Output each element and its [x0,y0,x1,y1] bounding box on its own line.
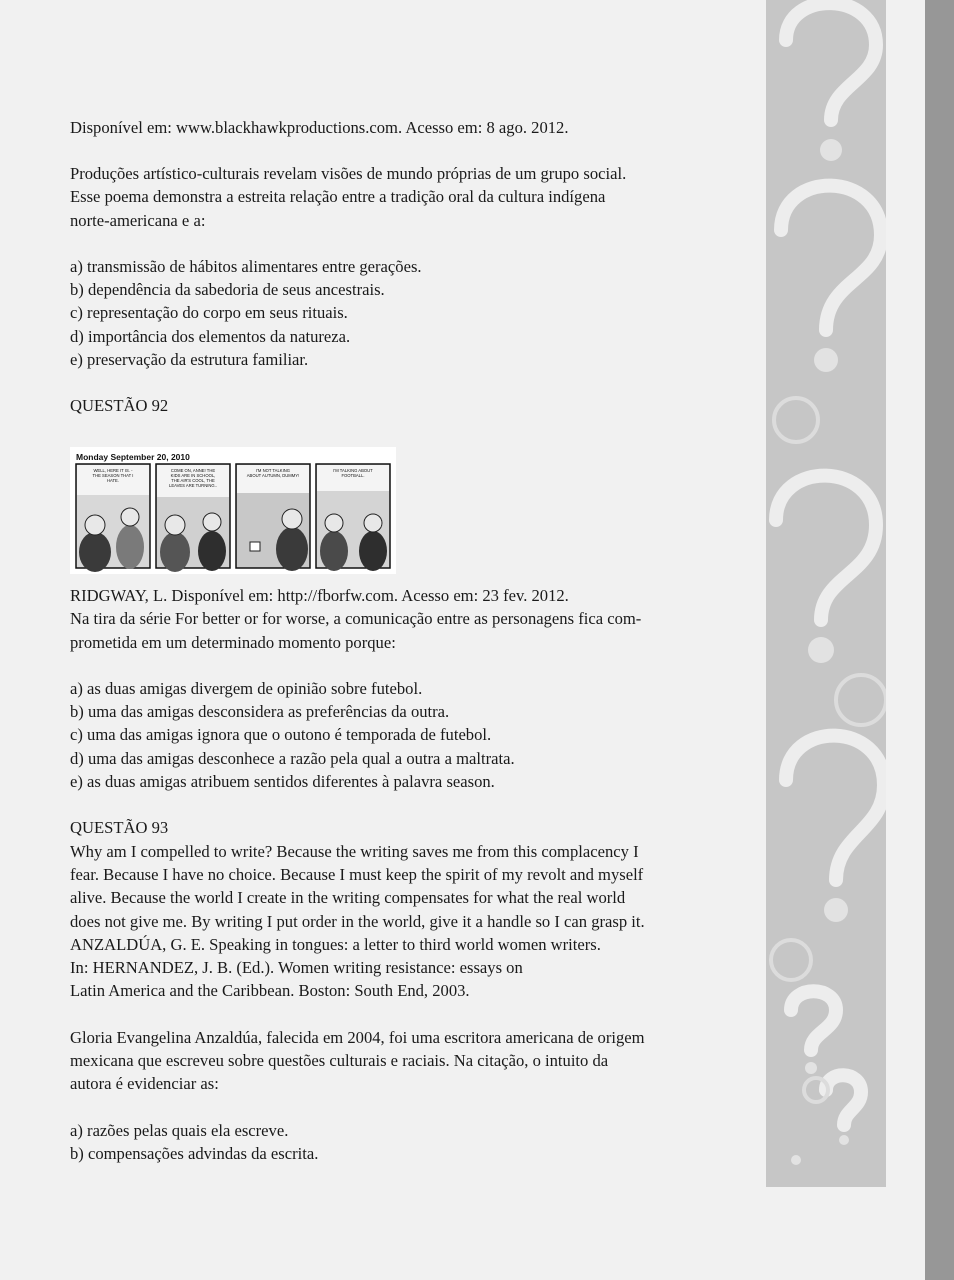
comic-panel-4 [316,464,390,571]
q92-option-a: a) as duas amigas divergem de opinião sobre futebol. [70,678,423,698]
q93-text-line: alive. Because the world I create in the writing compensates for what the real world [70,888,626,908]
comic-speech-line: COME ON, ANNE! THE [170,468,216,473]
q91-stem-line: norte-americana e a: [70,210,206,230]
comic-speech-line: I'M NOT TALKING [255,468,291,473]
q93-stem-line: autora é evidenciar as: [70,1074,219,1094]
comic-speech-line: KIDS ARE IN SCHOOL, [170,473,216,478]
comic-panel-2-text [169,468,217,488]
right-margin-bar [925,0,954,1280]
comic-date: Monday September 20, 2010 [76,452,190,462]
comic-speech-line: I'M TALKING ABOUT [333,468,373,473]
question-92 [70,584,750,1165]
q93-stem-line: Gloria Evangelina Anzaldúa, falecida em 2004, foi uma escritora americana de origem [70,1027,645,1047]
q91-option-b: b) dependência da sabedoria de seus ancestrais. [70,280,385,300]
q91-option-a: a) transmissão de hábitos alimentares entre gerações. [70,256,422,276]
q91-stem-line: Produções artístico-culturais revelam visões de mundo próprias de um grupo social. [70,164,627,183]
q91-option-d: d) importância dos elementos da natureza. [70,326,351,346]
q91-option-e: e) preservação da estrutura familiar. [70,350,309,370]
q93-option-a: a) razões pelas quais ela escreve. [70,1120,289,1140]
comic-speech-line: HATE. [106,478,120,483]
comic-strip [70,447,396,574]
q92-source: RIDGWAY, L. Disponível em: http://fborfw.com. Acesso em: 23 fev. 2012. [70,586,569,605]
q93-option-b: b) compensações advindas da escrita. [70,1143,319,1163]
comic-speech-line: FOOTBALL. [341,473,365,478]
q92-stem-line: Na tira da série For better or for worse, a comunicação entre as personagens fica com- [70,609,642,629]
q93-stem-line: mexicana que escreveu sobre questões culturais e raciais. Na citação, o intuito da [70,1051,609,1071]
source-line: Disponível em: www.blackhawkproductions.com. Acesso em: 8 ago. 2012. [70,118,569,137]
q93-citation-line: Latin America and the Caribbean. Boston: South End, 2003. [70,981,470,1001]
q92-stem-line: prometida em um determinado momento porque: [70,632,396,652]
q93-text-line: fear. Because I have no choice. Because I must keep the spirit of my revolt and myself [70,864,644,884]
q93-text-line: Why am I compelled to write? Because the writing saves me from this complacency I [70,841,639,861]
q93-citation-line: In: HERNANDEZ, J. B. (Ed.). Women writing resistance: essays on [70,958,523,978]
q92-option-c: c) uma das amigas ignora que o outono é temporada de futebol. [70,725,492,745]
comic-panel-1 [76,464,150,572]
comic-speech-line: THE SEASON THAT I [92,473,134,478]
question-91 [70,162,750,418]
comic-speech-line: THE AIR'S COOL, THE [171,478,215,483]
q91-option-c: c) representação do corpo em seus rituais. [70,303,348,323]
comic-speech-line: WELL, HERE IT IS. - [93,468,133,473]
comic-speech-line: LEAVES ARE TURNING.. [168,483,218,488]
q93-text-line: does not give me. By writing I put order in the world, give it a handle so I can grasp it. [70,911,645,931]
q93-citation-line: ANZALDÚA, G. E. Speaking in tongues: a letter to third world women writers. [70,934,601,954]
comic-panel-3 [236,464,310,571]
comic-panel-2 [156,464,230,572]
comic-speech-line: ABOUT AUTUMN, DUMMY! [246,473,300,478]
q91-stem-line: Esse poema demonstra a estreita relação entre a tradição oral da cultura indígena [70,187,606,207]
q93-heading: QUESTÃO 93 [70,818,169,838]
q92-heading: QUESTÃO 92 [70,396,169,416]
q92-option-d: d) uma das amigas desconhece a razão pela qual a outra a maltrata. [70,748,515,768]
question-marks-decoration [766,0,886,1187]
q92-option-b: b) uma das amigas desconsidera as preferências da outra. [70,702,450,722]
q92-option-e: e) as duas amigas atribuem sentidos diferentes à palavra season. [70,772,495,792]
